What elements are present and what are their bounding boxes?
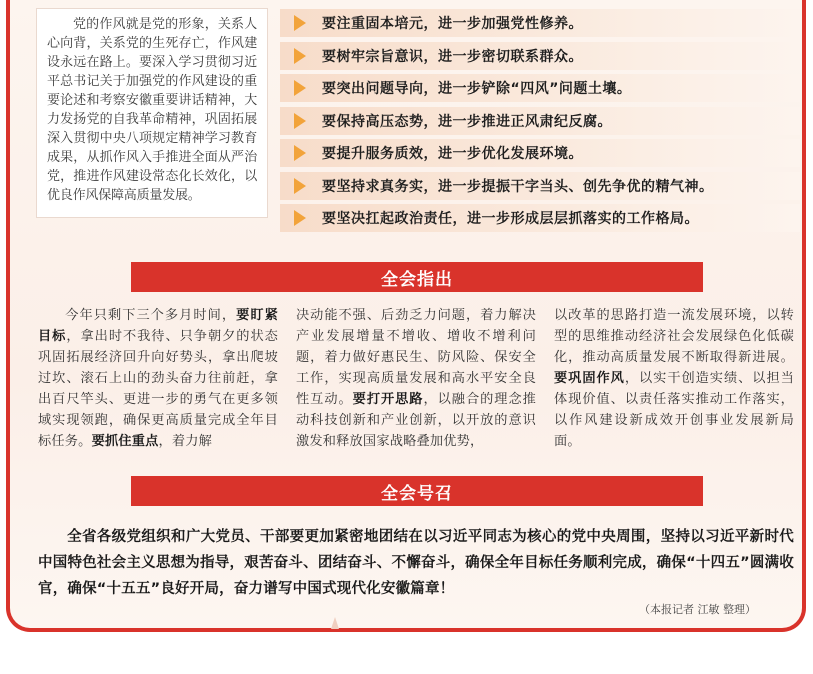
col1-bold-2: 要抓住重点 xyxy=(91,434,159,449)
content-panel xyxy=(6,0,806,632)
decoration-icon xyxy=(328,616,342,630)
col3-text-1: 以改革的思路打造一流发展环境，以转型的思维推动经济社会发展绿色化低碳化，推动高质量发展不断取得新进展。 xyxy=(554,308,794,365)
requirement-text: 要坚持求真务实，进一步提振干字当头、创先争优的精气神。 xyxy=(322,178,714,195)
points-column-2 xyxy=(296,305,536,452)
requirement-item xyxy=(280,172,800,200)
requirement-text: 要树牢宗旨意识，进一步密切联系群众。 xyxy=(322,48,583,65)
arrow-right-icon xyxy=(294,80,306,96)
requirement-item xyxy=(280,139,800,167)
col1-bold-1: 要盯紧目标 xyxy=(38,308,278,344)
requirement-item xyxy=(280,9,800,37)
intro-text: 党的作风就是党的形象，关系人心向背，关系党的生死存亡，作风建设永远在路上。要深入学习贯彻习近平总书记关于加强党的作风建设的重要论述和考察安徽重要讲话精神，大力发扬党的自我革命精神，巩固拓展深入贯彻中央八项规定精神学习教育成果，从抓作风入手推进全面从严治党，推进作风建设常态化长效化，以优良作风保障高质量发展。 xyxy=(47,17,257,203)
arrow-right-icon xyxy=(294,48,306,64)
requirement-item xyxy=(280,204,800,232)
arrow-right-icon xyxy=(294,113,306,129)
requirement-item xyxy=(280,42,800,70)
col3-bold-1: 要巩固作风 xyxy=(554,371,625,386)
intro-box xyxy=(36,8,268,218)
requirement-item xyxy=(280,107,800,135)
requirement-item xyxy=(280,74,800,102)
requirement-text: 要提升服务质效，进一步优化发展环境。 xyxy=(322,146,583,162)
section-header-points: 全会指出 xyxy=(131,262,703,292)
col3-text-2: ，以实干创造实绩、以担当体现价值、以责任落实推动工作落实，以作风建设新成效开创事业发展新局面。 xyxy=(554,371,795,449)
arrow-right-icon xyxy=(294,210,306,226)
call-text: 全省各级党组织和广大党员、干部要更加紧密地团结在以习近平同志为核心的党中央周围，坚持以习近平新时代中国特色社会主义思想为指导，艰苦奋斗、团结奋斗、不懈奋斗，确保全年目标任务顺利完成，确保“十四五”圆满收官，确保“十五五”良好开局，奋力谱写中国式现代化安徽篇章！ xyxy=(38,529,794,597)
col2-text-1: 决动能不强、后劲乏力问题，着力解决产业发展增量不增收、增收不增利问题，着力做好惠民生、防风险、保安全工作，实现高质量发展和高水平安全良性互动。 xyxy=(296,308,536,407)
requirement-text: 要坚决扛起政治责任，进一步形成层层抓落实的工作格局。 xyxy=(322,211,699,227)
requirements-list xyxy=(280,9,800,237)
col1-text-1: 今年只剩下三个多月时间， xyxy=(64,308,237,323)
byline: （本报记者 江敏 整理） xyxy=(639,603,756,616)
requirement-text: 要突出问题导向，进一步铲除“四风”问题土壤。 xyxy=(322,81,632,97)
call-paragraph xyxy=(38,524,794,602)
points-columns xyxy=(38,305,794,452)
requirement-text: 要保持高压态势，进一步推进正风肃纪反腐。 xyxy=(322,113,612,130)
col1-text-2: ，拿出时不我待、只争朝夕的状态巩固拓展经济回升向好势头，拿出爬坡过坎、滚石上山的劲头奋力往前赶，拿出百尺竿头、更进一步的勇气在更多领域实现领跑，确保更高质量完成全年目标任务。 xyxy=(38,329,278,449)
arrow-right-icon xyxy=(294,178,306,194)
section-header-call: 全会号召 xyxy=(131,476,703,506)
points-column-1 xyxy=(38,305,278,452)
col1-text-3: ，着力解 xyxy=(158,434,213,449)
requirement-text: 要注重固本培元，进一步加强党性修养。 xyxy=(322,16,583,32)
points-column-3 xyxy=(554,305,794,452)
arrow-right-icon xyxy=(294,15,306,31)
col2-bold-1: 要打开思路 xyxy=(352,392,424,407)
col2-text-2: ，以融合的理念推动科技创新和产业创新，以开放的意识激发和释放国家战略叠加优势， xyxy=(296,392,536,449)
arrow-right-icon xyxy=(294,145,306,161)
